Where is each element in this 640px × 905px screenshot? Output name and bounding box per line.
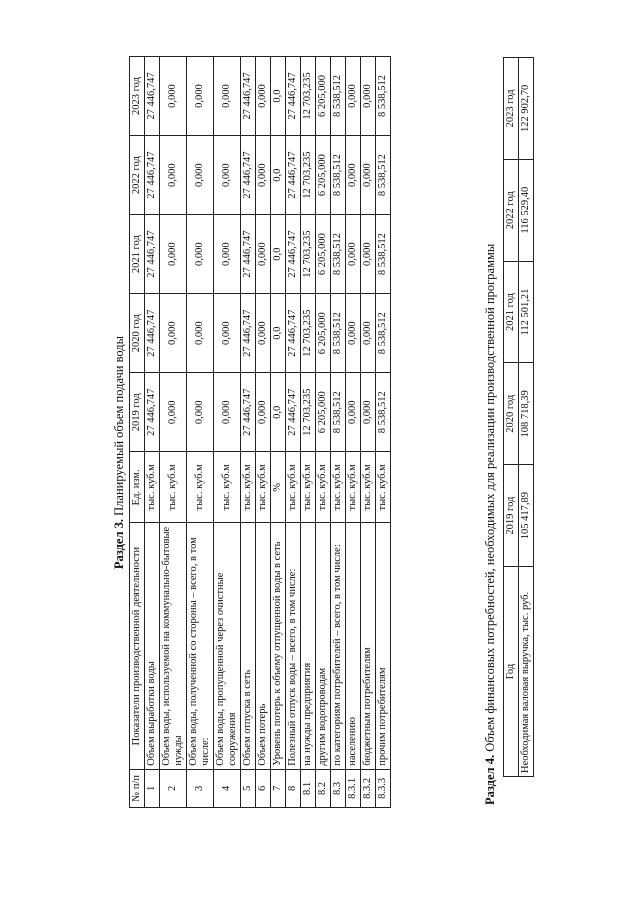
table-cell: 8 538,512 [331,294,346,373]
table-cell: 122 902,70 [519,58,534,160]
table-cell: тыс. куб.м [214,452,241,523]
table-cell: 12 703,235 [301,215,316,294]
section4-title-text: Объем финансовых потребностей, необходимых для реализации производственной программы [483,243,497,755]
table-row [361,57,376,808]
table-cell: 6 205,000 [316,294,331,373]
table-cell: Полезный отпуск воды – всего, в том числе: [286,523,301,769]
table-cell: 116 529,40 [519,159,534,261]
table-cell: 8 538,512 [376,57,391,136]
table-cell: 27 446,747 [145,57,160,136]
header-cell: Ед. изм. [130,452,145,523]
table-cell: 0,000 [160,373,187,452]
table-cell: 27 446,747 [241,136,256,215]
table-cell: 0,000 [256,57,271,136]
table-cell: 0,000 [160,294,187,373]
table-cell: 0,000 [256,373,271,452]
table-row [271,57,286,808]
table-cell: 6 205,000 [316,373,331,452]
table-cell: тыс. куб.м [331,452,346,523]
table-cell: по категориям потребителей – всего, в том числе: [331,523,346,769]
header-cell: Год [504,567,519,777]
table-cell: Объем выработки воды [145,523,160,769]
table-header-row [504,58,519,777]
table-cell: 27 446,747 [286,294,301,373]
table-cell: 0,000 [214,373,241,452]
table-cell: 0,000 [160,136,187,215]
table-cell: 0,000 [346,136,361,215]
table-cell: 0,000 [160,215,187,294]
table-cell: 0,0 [271,136,286,215]
table-cell: 108 718,39 [519,363,534,465]
table-cell: 0,000 [214,215,241,294]
table-cell: 1 [145,769,160,807]
table-row [145,57,160,808]
table-cell: 27 446,747 [286,57,301,136]
table-cell: 0,000 [187,373,214,452]
table-body [145,57,391,808]
table-cell: 6 205,000 [316,136,331,215]
section3-title [112,0,127,905]
section4-title [483,244,498,805]
table-cell: 12 703,235 [301,294,316,373]
table-cell: 8 538,512 [376,215,391,294]
table-cell: Объем потерь [256,523,271,769]
table-cell: 8 [286,769,301,807]
table-cell: 8 538,512 [331,57,346,136]
table-cell: Объем воды, пропущенной через очистные сооружения [214,523,241,769]
header-cell: 2020 год [130,294,145,373]
table-cell: 0,000 [256,294,271,373]
table-cell: 0,000 [346,294,361,373]
header-cell: Показатели производственной деятельности [130,523,145,769]
table-cell: тыс. куб.м [346,452,361,523]
table-cell: тыс. куб.м [241,452,256,523]
table-cell: тыс. куб.м [301,452,316,523]
table-row [331,57,346,808]
header-cell: 2019 год [504,465,519,567]
table-cell: 8.3 [331,769,346,807]
table-row [346,57,361,808]
water-supply-table [129,56,391,808]
table-cell: 27 446,747 [286,215,301,294]
table-cell: прочим потребителям [376,523,391,769]
table-cell: % [271,452,286,523]
header-cell: 2019 год [130,373,145,452]
table-cell: 0,000 [187,136,214,215]
table-cell: 0,000 [214,57,241,136]
table-cell: 5 [241,769,256,807]
table-cell: 27 446,747 [241,215,256,294]
table-row [256,57,271,808]
table-cell: 8 538,512 [331,215,346,294]
table-cell: 8.3.3 [376,769,391,807]
table-cell: 27 446,747 [286,373,301,452]
table-cell: 4 [214,769,241,807]
table-cell: 8.3.1 [346,769,361,807]
table-cell: 0,000 [214,136,241,215]
table-cell: 0,000 [346,373,361,452]
table-cell: Объем воды, используемой на коммунально-бытовые нужды [160,523,187,769]
table-cell: 27 446,747 [145,215,160,294]
table-cell: 0,000 [361,136,376,215]
table-cell: 2 [160,769,187,807]
table-row [187,57,214,808]
table-cell: Объем отпуска в сеть [241,523,256,769]
table-cell: тыс. куб.м [160,452,187,523]
table-cell: 8 538,512 [376,294,391,373]
table-cell: тыс. куб.м [316,452,331,523]
table-cell: тыс. куб.м [286,452,301,523]
header-cell: 2022 год [130,136,145,215]
table-cell: 12 703,235 [301,57,316,136]
header-cell: № п/п [130,769,145,807]
table-cell: Объем воды, полученной со стороны – всего, в том числе: [187,523,214,769]
table-cell: 112 501,21 [519,261,534,363]
table-cell: 6 205,000 [316,215,331,294]
table-cell: 0,000 [346,57,361,136]
table-cell: 105 417,89 [519,465,534,567]
table-row [376,57,391,808]
financial-needs-table [503,57,534,777]
table-cell: тыс. куб.м [376,452,391,523]
table-cell: тыс. куб.м [256,452,271,523]
table-row [519,58,534,777]
table-cell: 0,000 [214,294,241,373]
table-cell: 0,0 [271,215,286,294]
table-cell: 27 446,747 [145,373,160,452]
table-cell: 0,000 [361,57,376,136]
table-cell: 12 703,235 [301,373,316,452]
table-cell: 0,000 [346,215,361,294]
table-cell: 27 446,747 [241,57,256,136]
table-cell: на нужды предприятия [301,523,316,769]
section3-title-bold: Раздел 3. [112,519,126,570]
table-row [214,57,241,808]
table-cell: 27 446,747 [145,294,160,373]
table-cell: 27 446,747 [241,373,256,452]
table-cell: 6 205,000 [316,57,331,136]
section4-title-bold: Раздел 4. [483,754,497,805]
header-cell: 2020 год [504,363,519,465]
table-header-row [130,57,145,808]
table-cell: 0,0 [271,57,286,136]
table-cell: Уровень потерь к объему отпущенной воды в сеть [271,523,286,769]
table-cell: 8 538,512 [331,136,346,215]
table-cell: 0,0 [271,294,286,373]
table-cell: 0,000 [256,215,271,294]
table-cell: 0,000 [187,57,214,136]
header-cell: 2022 год [504,159,519,261]
table-cell: 0,000 [160,57,187,136]
table-cell: тыс. куб.м [361,452,376,523]
table-cell: 6 [256,769,271,807]
table-row [286,57,301,808]
table-cell: населению [346,523,361,769]
table-cell: 27 446,747 [286,136,301,215]
table-cell: бюджетным потребителям [361,523,376,769]
header-cell: 2021 год [130,215,145,294]
table-cell: 8 538,512 [376,373,391,452]
header-cell: 2023 год [504,58,519,160]
table-cell: тыс. куб.м [187,452,214,523]
table-row [241,57,256,808]
table-cell: 27 446,747 [145,136,160,215]
table-cell: 8.3.2 [361,769,376,807]
table-cell: 8.1 [301,769,316,807]
table-row [316,57,331,808]
table-cell: 0,000 [361,215,376,294]
table-cell: 27 446,747 [241,294,256,373]
table-cell: 3 [187,769,214,807]
table-row [160,57,187,808]
table-cell: 0,000 [361,294,376,373]
table-row [301,57,316,808]
table-cell: 0,000 [187,294,214,373]
table-cell: другим водопроводам [316,523,331,769]
table-cell: 12 703,235 [301,136,316,215]
table-cell: 0,0 [271,373,286,452]
table-cell: 0,000 [256,136,271,215]
table-cell: тыс. куб.м [145,452,160,523]
table-cell: Необходимая валовая выручка, тыс. руб. [519,567,534,777]
table-cell: 7 [271,769,286,807]
table-cell: 0,000 [361,373,376,452]
table-cell: 0,000 [187,215,214,294]
table-cell: 8 538,512 [376,136,391,215]
header-cell: 2021 год [504,261,519,363]
header-cell: 2023 год [130,57,145,136]
table-cell: 8 538,512 [331,373,346,452]
table-cell: 8.2 [316,769,331,807]
section3-title-text: Планируемый объем подачи воды [112,335,126,519]
